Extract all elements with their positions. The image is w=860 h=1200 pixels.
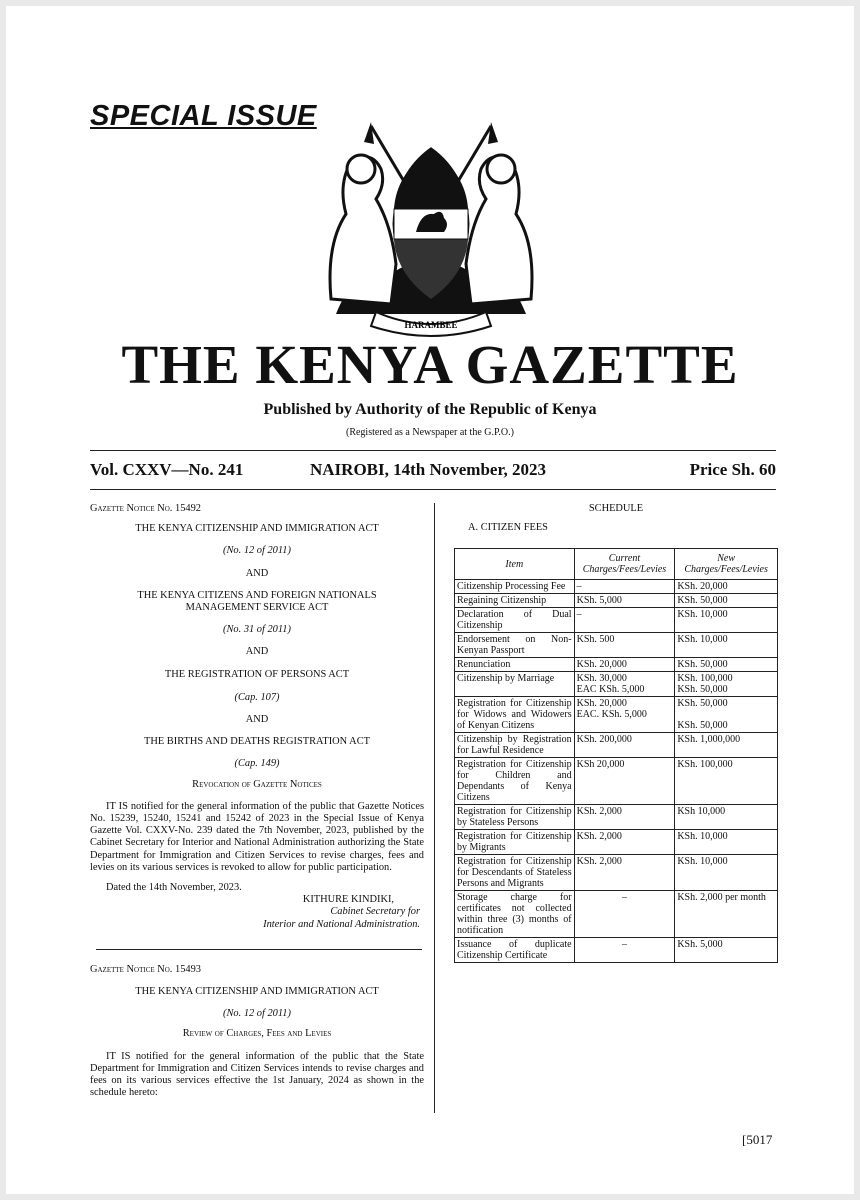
current-fee-line: EAC. KSh. 5,000: [576, 709, 647, 720]
act-title: THE KENYA CITIZENS AND FOREIGN NATIONALS MANAGEMENT SERVICE ACT: [137, 589, 377, 614]
current-fee-cell: KSh. 5,000: [574, 594, 675, 608]
act-reference: (No. 12 of 2011): [223, 1008, 291, 1020]
new-fee-cell: [675, 672, 778, 697]
gazette-page: [6, 6, 854, 1194]
table-row: [455, 594, 778, 608]
table-row: [455, 938, 778, 963]
table-row: [455, 658, 778, 672]
crest-motto: HARAMBEE: [404, 320, 458, 330]
act-title: THE KENYA CITIZENSHIP AND IMMIGRATION ACT: [135, 523, 379, 535]
masthead-bottom-rule: [90, 489, 776, 490]
current-fee-line: KSh. 30,000: [576, 673, 627, 684]
notice-body: IT IS notified for the general information of the public that Gazette Notices No. 15239, 15240, 15241 and 15242 of 2023 in the Special Issue of Kenya Gazette Vol. CXXV-No. 239 dated the 7th November, 2023, published by the Cabinet Secretary for Interior and National Administration authorizing the State Department for Immigration and Citizen Services to revise charges, fees and levies on its various services is revoked to allow for public participation.: [90, 800, 424, 873]
current-fee-cell: –: [574, 938, 675, 963]
item-cell: Issuance of duplicate Citizenship Certificate: [455, 938, 575, 963]
current-fee-cell: –: [574, 608, 675, 633]
item-cell: Declaration of Dual Citizenship: [455, 608, 575, 633]
published-by: Published by Authority of the Republic of Kenya: [263, 401, 597, 418]
current-fee-cell: KSh. 500: [574, 633, 675, 658]
current-fee-cell: KSh. 200,000: [574, 733, 675, 758]
table-row: [455, 830, 778, 855]
new-fee-cell: KSh. 1,000,000: [675, 733, 778, 758]
table-row: [455, 733, 778, 758]
table-row: [455, 608, 778, 633]
act-reference: (No. 31 of 2011): [223, 624, 291, 636]
column-header: Current Charges/Fees/Levies: [574, 549, 675, 580]
column-divider: [434, 503, 435, 1113]
table-row: [455, 891, 778, 938]
schedule-header: [454, 503, 778, 533]
table-row: [455, 805, 778, 830]
act-reference: (Cap. 107): [234, 691, 280, 703]
signatory-role: Cabinet Secretary for: [330, 906, 420, 918]
item-cell: Renunciation: [455, 658, 575, 672]
table-row: [455, 633, 778, 658]
new-fee-cell: KSh. 50,000: [675, 594, 778, 608]
item-cell: Regaining Citizenship: [455, 594, 575, 608]
notice-heading: Revocation of Gazette Notices: [192, 778, 322, 790]
act-reference: (No. 12 of 2011): [223, 545, 291, 557]
new-fee-cell: KSh. 10,000: [675, 633, 778, 658]
table-row: [455, 855, 778, 891]
table-row: [455, 697, 778, 733]
kenya-coat-of-arms-icon: [316, 114, 546, 339]
notice-body: IT IS notified for the general information of the public that the State Department for Immigration and Citizen Services intends to revise charges and fees on its various services effective the 1st January, 2024 as shown in the schedule hereto:: [90, 1050, 424, 1099]
column-header: New Charges/Fees/Levies: [675, 549, 778, 580]
item-cell: Registration for Citizenship for Widows and Widowers of Kenyan Citizens: [455, 697, 575, 733]
current-fee-cell: KSh. 2,000: [574, 855, 675, 891]
new-fee-cell: [675, 697, 778, 733]
item-cell: Citizenship Processing Fee: [455, 580, 575, 594]
new-fee-cell: KSh. 2,000 per month: [675, 891, 778, 938]
special-issue-label: SPECIAL ISSUE: [90, 100, 317, 132]
item-cell: Endorsement on Non-Kenyan Passport: [455, 633, 575, 658]
act-reference: (Cap. 149): [234, 758, 280, 770]
item-cell: Citizenship by Marriage: [455, 672, 575, 697]
notice-number: Gazette Notice No. 15492: [90, 503, 201, 514]
current-fee-cell: KSh 20,000: [574, 758, 675, 805]
current-fee-cell: –: [574, 580, 675, 594]
volume-number: Vol. CXXV—No. 241: [90, 460, 244, 479]
current-fee-cell: –: [574, 891, 675, 938]
current-fee-cell: KSh. 2,000: [574, 830, 675, 855]
new-fee-cell: KSh. 100,000: [675, 758, 778, 805]
current-fee-line: KSh. 20,000: [576, 698, 627, 709]
new-fee-cell: KSh. 10,000: [675, 830, 778, 855]
table-row: [455, 580, 778, 594]
signatory-role: Interior and National Administration.: [263, 918, 420, 930]
act-title: THE BIRTHS AND DEATHS REGISTRATION ACT: [144, 736, 370, 748]
table-row: [455, 758, 778, 805]
current-fee-cell: KSh. 2,000: [574, 805, 675, 830]
item-cell: Registration for Citizenship by Migrants: [455, 830, 575, 855]
item-cell: Storage charge for certificates not collected within three (3) months of notification: [455, 891, 575, 938]
current-fee-cell: KSh. 20,000: [574, 658, 675, 672]
dated-line: Dated the 14th November, 2023.: [106, 882, 242, 894]
left-column: [90, 503, 424, 1100]
issue-date: NAIROBI, 14th November, 2023: [310, 460, 546, 479]
act-title: THE REGISTRATION OF PERSONS ACT: [164, 668, 350, 680]
schedule-section: A. CITIZEN FEES: [468, 522, 548, 533]
current-fee-cell: [574, 672, 675, 697]
notice-heading: Review of Charges, Fees and Levies: [182, 1028, 332, 1040]
page-number: [5017: [742, 1132, 773, 1147]
new-fee-cell: KSh. 10,000: [675, 855, 778, 891]
table-row: [455, 672, 778, 697]
item-cell: Citizenship by Registration for Lawful Residence: [455, 733, 575, 758]
current-fee-cell: [574, 697, 675, 733]
current-fee-line: EAC KSh. 5,000: [576, 684, 645, 695]
notice-divider: [96, 949, 422, 950]
and-separator: AND: [245, 646, 269, 658]
new-fee-cell: KSh. 5,000: [675, 938, 778, 963]
new-fee-line: KSh. 50,000: [677, 684, 728, 695]
schedule-title: SCHEDULE: [588, 503, 644, 514]
item-cell: Registration for Citizenship by Stateless Persons: [455, 805, 575, 830]
act-title: THE KENYA CITIZENSHIP AND IMMIGRATION ACT: [135, 986, 379, 998]
citizen-fees-table: [454, 548, 778, 963]
item-cell: Registration for Citizenship for Children and Dependants of Kenya Citizens: [455, 758, 575, 805]
new-fee-cell: KSh. 10,000: [675, 608, 778, 633]
new-fee-line: KSh. 100,000: [677, 673, 733, 684]
and-separator: AND: [245, 714, 269, 726]
signatory-name: KITHURE KINDIKI,: [302, 894, 394, 906]
column-header: Item: [455, 549, 575, 580]
and-separator: AND: [245, 567, 269, 579]
new-fee-cell: KSh. 20,000: [675, 580, 778, 594]
new-fee-line: KSh. 50,000: [677, 720, 728, 731]
registration-note: (Registered as a Newspaper at the G.P.O.): [345, 427, 514, 438]
new-fee-cell: KSh. 50,000: [675, 658, 778, 672]
notice-number: Gazette Notice No. 15493: [90, 963, 201, 975]
new-fee-line: KSh. 50,000: [677, 698, 728, 709]
item-cell: Registration for Citizenship for Descendants of Stateless Persons and Migrants: [455, 855, 575, 891]
gazette-title: THE KENYA GAZETTE: [121, 334, 739, 395]
masthead-top-rule: [90, 450, 776, 451]
new-fee-cell: KSh 10,000: [675, 805, 778, 830]
price: Price Sh. 60: [689, 460, 776, 479]
